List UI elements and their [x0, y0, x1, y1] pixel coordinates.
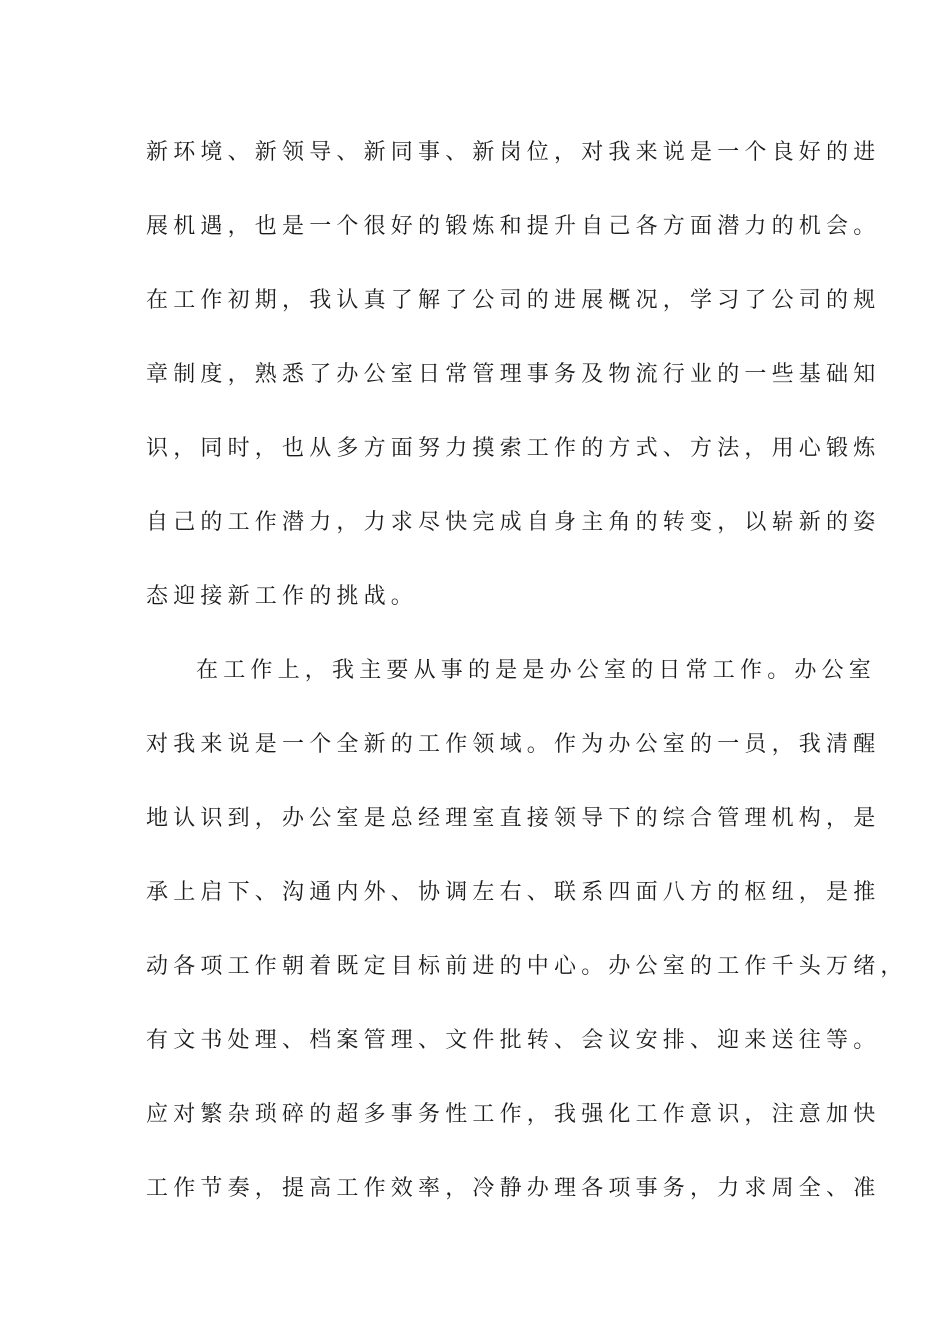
text-line: 自己的工作潜力，力求尽快完成自身主角的转变，以崭新的姿 [146, 510, 881, 535]
text-line: 地认识到，办公室是总经理室直接领导下的综合管理机构，是 [146, 806, 881, 831]
paragraph-first-line: 在工作上，我主要从事的是是办公室的日常工作。办公室 [196, 658, 877, 683]
text-line: 对我来说是一个全新的工作领域。作为办公室的一员，我清醒 [146, 732, 881, 757]
text-line: 应对繁杂琐碎的超多事务性工作，我强化工作意识，注意加快 [146, 1102, 881, 1127]
text-line: 章制度，熟悉了办公室日常管理事务及物流行业的一些基础知 [146, 362, 881, 387]
text-line: 展机遇，也是一个很好的锻炼和提升自己各方面潜力的机会。 [146, 214, 881, 239]
text-line: 承上启下、沟通内外、协调左右、联系四面八方的枢纽，是推 [146, 880, 881, 905]
text-line: 态迎接新工作的挑战。 [146, 584, 419, 609]
text-line: 识，同时，也从多方面努力摸索工作的方式、方法，用心锻炼 [146, 436, 881, 461]
text-line: 工作节奏，提高工作效率，冷静办理各项事务，力求周全、准 [146, 1176, 881, 1201]
text-line: 动各项工作朝着既定目标前进的中心。办公室的工作千头万绪， [146, 954, 908, 979]
text-line: 在工作初期，我认真了解了公司的进展概况，学习了公司的规 [146, 288, 881, 313]
text-line: 有文书处理、档案管理、文件批转、会议安排、迎来送往等。 [146, 1028, 881, 1053]
text-line: 新环境、新领导、新同事、新岗位，对我来说是一个良好的进 [146, 140, 881, 165]
